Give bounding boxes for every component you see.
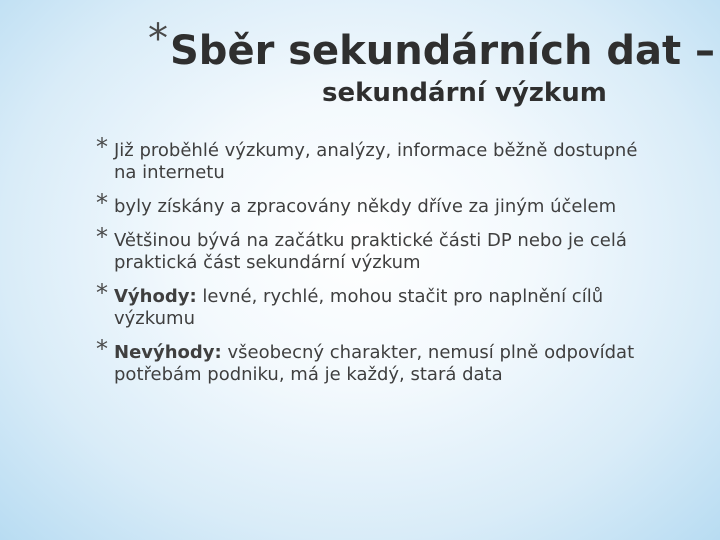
slide-title: Sběr sekundárních dat –: [170, 28, 716, 74]
bullet-bold-label: Nevýhody:: [114, 342, 222, 363]
bullet-list: [96, 133, 656, 398]
bullet-star-icon: *: [96, 189, 108, 217]
bullet-text: Většinou bývá na začátku praktické části DP nebo je celá praktická část sekundární výzkum: [114, 230, 627, 273]
bullet-star-icon: *: [96, 223, 108, 251]
bullet-text: byly získány a zpracovány někdy dříve za jiným účelem: [114, 196, 617, 217]
bullet-text: levné, rychlé, mohou stačit pro naplnění cílů výzkumu: [114, 286, 604, 329]
bullet-item-1: [96, 133, 656, 184]
bullet-star-icon: *: [96, 133, 108, 161]
bullet-item-4: [96, 279, 656, 330]
bullet-item-2: [96, 189, 656, 218]
bullet-star-icon: *: [96, 279, 108, 307]
slide-subtitle: sekundární výzkum: [322, 78, 607, 108]
bullet-item-5: [96, 335, 656, 386]
bullet-star-icon: *: [96, 335, 108, 363]
bullet-text: Již proběhlé výzkumy, analýzy, informace běžně dostupné na internetu: [114, 140, 638, 183]
bullet-item-3: [96, 223, 656, 274]
title-star-icon: *: [148, 16, 168, 62]
bullet-bold-label: Výhody:: [114, 286, 197, 307]
bullet-text: všeobecný charakter, nemusí plně odpovídat potřebám podniku, má je každý, stará data: [114, 342, 635, 385]
